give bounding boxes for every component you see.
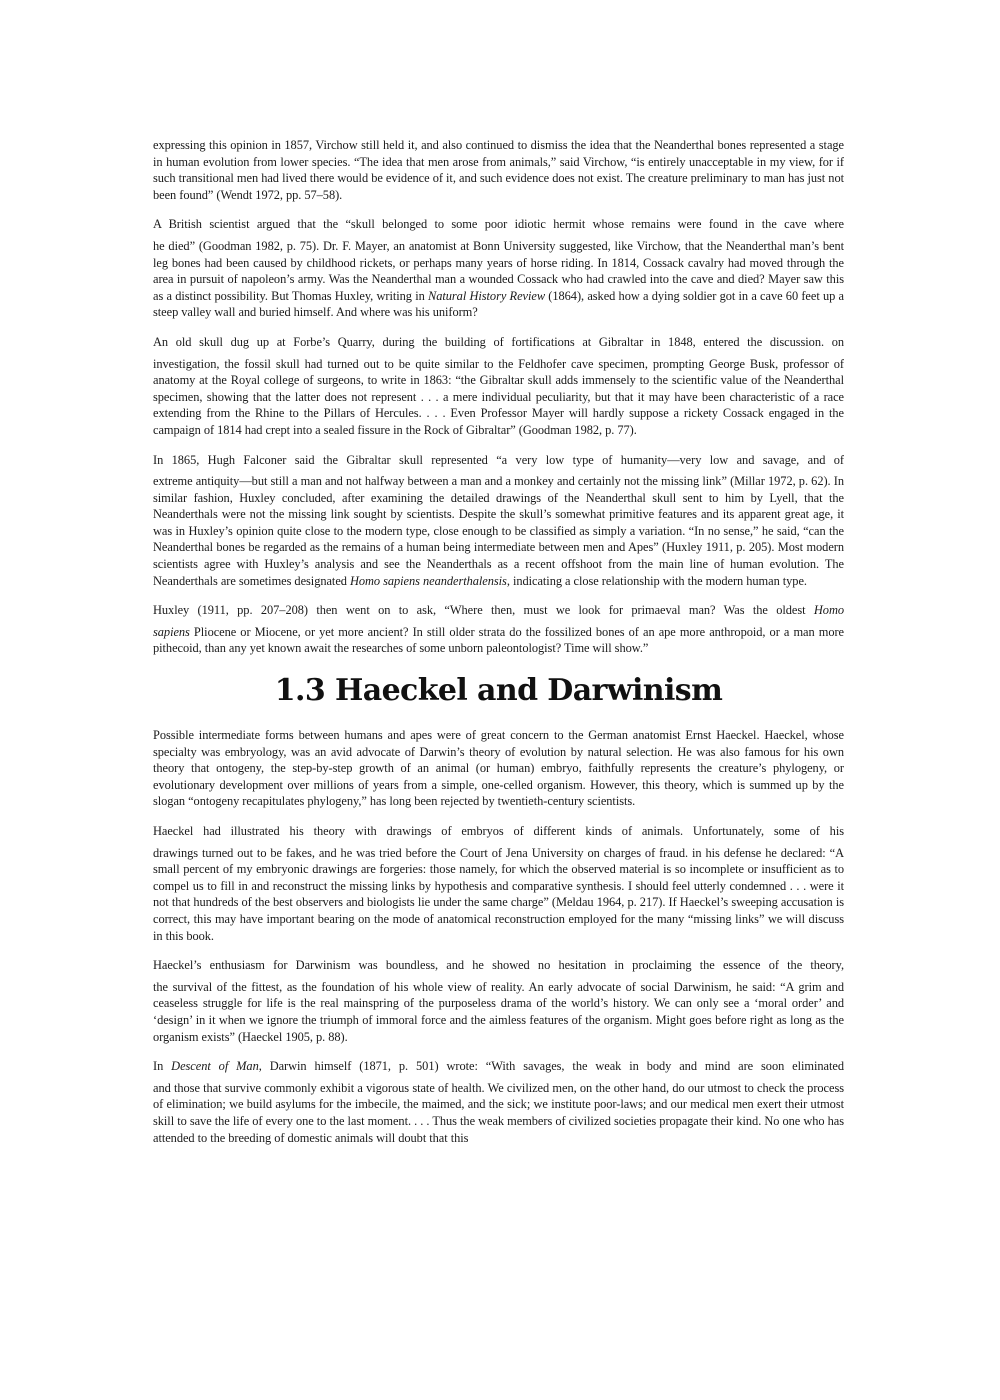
paragraph-text: Pliocene or Miocene, or yet more ancient? In still older strata do the fossilized bones of an ape more anthropoid, or a man more pithecoid, than any yet known await the researches of some unborn paleontologist? Time will show.” (153, 624, 844, 656)
paragraph-first-line (153, 602, 844, 619)
paragraph-virchow-opinion (153, 137, 844, 203)
paragraph-first-line (153, 1058, 844, 1075)
paragraph-text: , indicating a close relationship with the modern human type. (506, 573, 807, 588)
paragraph-text: Possible intermediate forms between humans and apes were of great concern to the German anatomist Ernst Haeckel. Haeckel, whose specialty was embryology, was an avid advocate of Darwin’s theory of evolution by natural selection. He was also famous for his own theory that ontogeny, the step-by-step growth of an animal (or human) embryo, faithfully represents the creature’s phylogeny, or evolutionary development over millions of years from a simple, one-celled organism. However, this theory, which is summed up by the slogan “ontogeny recapitulates phylogeny,” has long been rejected by twentieth-century scientists. (153, 728, 844, 809)
paragraph-falconer (153, 452, 844, 590)
paragraph-text: expressing this opinion in 1857, Virchow still held it, and also continued to dismiss the idea that the Neanderthal bones represented a stage in human evolution from lower species. “The idea that men arose from animals,” said Virchow, “is entirely unacceptable in my view, for if such transitional men had lived there would be evidence of it, and such evidence does not exist. The creature preliminary to man has just not been found” (Wendt 1972, pp. 57–58). (153, 138, 844, 202)
genus-italic: Homo (813, 603, 844, 618)
paragraph-first-line: In 1865, Hugh Falconer said the Gibraltar skull represented “a very low type of humanity—very low and savage, and of (153, 452, 844, 467)
paragraph-haeckel-enthusiasm (153, 957, 844, 1045)
paragraph-text: extreme antiquity—but still a man and not halfway between a man and a monkey and certainly not the missing link” (Millar 1972, p. 62). In similar fashion, Huxley concluded, after examining the detailed drawings of the Neanderthal skull sent to him by Lyell, that the Neanderthals were not the missing link sought by scientists. Despite the skull’s somewhat primitive features and its apparent great age, it was in Huxley’s opinion quite close to the modern type, close enough to be classified as simply a variation. “In no sense,” he said, “can the Neanderthal bones be regarded as the remains of a human being intermediate between men and Apes” (Huxley 1911, p. 205). Most modern scientists agree with Huxley’s analysis and see the Neanderthals as a recent offshoot from the main line of human evolution. The Neanderthals are sometimes designated (153, 474, 844, 588)
paragraph-descent-of-man (153, 1058, 844, 1146)
paragraph-first-line: A British scientist argued that the “skull belonged to some poor idiotic hermit whose remains were found in the cave where (153, 217, 844, 232)
paragraph-text: he died” (Goodman 1982, p. 75). Dr. F. Mayer, an anatomist at Bonn University suggested, like Virchow, that the Neanderthal man’s bent leg bones had been caused by childhood rickets, or perhaps many years of horse riding. In 1814, Cossack cavalry had moved through the area in pursuit of napoleon’s army. Was the Neanderthal man a wounded Cossack who had crawled into the cave and died? Mayer saw this as a distinct possibility. But Thomas Huxley, writing in (153, 238, 844, 303)
paragraph-text: investigation, the fossil skull had turned out to be quite similar to the Feldhofer cave specimen, prompting George Busk, professor of anatomy at the Royal college of surgeons, to write in 1863: “the Gibraltar skull adds immensely to the scientific value of the Neanderthal specimen, showing that the latter does not represent . . . a mere individual peculiarity, but that it may have been characteristic of a race extending from the Rhine to the Pillars of Hercules. . . . Even Professor Mayer will hardly suppose a rickety Cossack engaged in the campaign of 1814 had crept into a sealed fissure in the Rock of Gibraltar” (Goodman 1982, p. 77). (153, 356, 844, 437)
paragraph-text: drawings turned out to be fakes, and he was tried before the Court of Jena University on charges of fraud. in his defense he declared: “A small percent of my embryonic drawings are forgeries: those namely, for which the observed material is so incomplete or insufficient as to compel us to fill in and reconstruct the missing links by hypothesis and comparative synthesis. I should feel utterly condemned . . . were it not that hundreds of the best observers and biologists lie under the same charge” (Meldau 1964, p. 217). If Haeckel’s sweeping accusation is correct, this may have important bearing on the mode of anatomical reconstruction employed for the many “missing links” we will discuss in this book. (153, 845, 844, 943)
paragraph-haeckel-drawings (153, 823, 844, 944)
paragraph-haeckel-intro (153, 727, 844, 810)
journal-title-italic: Natural History Review (428, 288, 546, 303)
paragraph-text: Huxley (1911, pp. 207–208) then went on to ask, “Where then, must we look for primaeval man? Was the oldest (153, 603, 814, 618)
paragraph-first-line: Haeckel had illustrated his theory with drawings of embryos of different kinds of animals. Unfortunately, some of his (153, 824, 844, 838)
paragraph-text: In (153, 1059, 172, 1074)
book-title-italic: Descent of Man (171, 1059, 259, 1074)
paragraph-gibraltar-skull (153, 334, 844, 439)
paragraph-text: , Darwin himself (1871, p. 501) wrote: “With savages, the weak in body and mind are soon eliminated (258, 1059, 844, 1074)
paragraph-first-line: An old skull dug up at Forbe’s Quarry, during the building of fortifications at Gibraltar in 1848, entered the discussion. on (153, 334, 844, 349)
document-page (153, 137, 844, 1146)
section-heading: 1.3 Haeckel and Darwinism (274, 673, 723, 709)
paragraph-first-line: Haeckel’s enthusiasm for Darwinism was boundless, and he showed no hesitation in proclaiming the essence of the theory, (153, 958, 844, 973)
paragraph-text: and those that survive commonly exhibit a vigorous state of health. We civilized men, on the other hand, do our utmost to check the process of elimination; we build asylums for the imbecile, the maimed, and the sick; we institute poor-laws; and our medical men exert their utmost skill to save the life of every one to the last moment. . . . Thus the weak members of civilized societies propagate their kind. No one who has attended to the breeding of domestic animals will doubt that this (153, 1080, 844, 1145)
species-name-italic: Homo sapiens neanderthalensis (349, 573, 507, 588)
paragraph-text: the survival of the fittest, as the foundation of his whole view of reality. An early advocate of social Darwinism, he said: “A grim and ceaseless struggle for life is the real mainspring of the purposeless drama of the world’s history. We can only see a ‘moral order’ and ‘design’ in it when we ignore the triumph of immoral force and the aimless features of the organism. Might goes before right as long as the organism exists” (Haeckel 1905, p. 88). (153, 979, 844, 1044)
species-italic: sapiens (153, 624, 190, 639)
paragraph-british-scientist (153, 216, 844, 321)
paragraph-text: (1864), asked how a dying soldier got in a cave 60 feet up a steep valley wall and buried himself. And where was his uniform? (153, 288, 844, 320)
paragraph-huxley-question (153, 602, 844, 657)
